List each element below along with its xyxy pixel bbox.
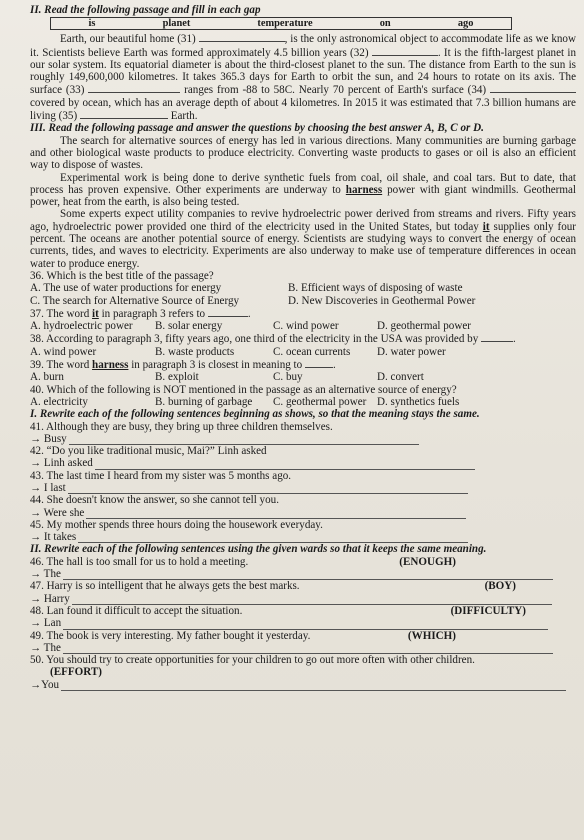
option[interactable]: B. solar energy (155, 320, 223, 333)
given-words-section-title: II. Rewrite each of the following sentences using the given wards so that it keeps the same meaning. (30, 543, 487, 556)
question-44: 44. She doesn't know the answer, so she cannot tell you. (30, 494, 279, 507)
given-word: (WHICH) (407, 629, 456, 642)
answer-line-43[interactable]: → I last (30, 482, 576, 494)
gap-34[interactable] (490, 83, 576, 93)
given-word: (DIFFICULTY) (450, 604, 526, 617)
passage-earth: Earth, our beautiful home (31) , is the only astronomical object to accommodate life as we know it. Scientists believe Earth was formed approximately 4.5 billion years (32) . It is the fifth-largest planet in our solar system. Its equatorial diameter is about the third-closest planet to the sun. The distance from Earth to the sun is roughly 149,600,000 kilometres. It takes 365.3 days for Earth to orbit the sun, and 24 hours to rotate on its axis. The surface (33) ranges from -88 to 58C. Nearly 70 percent of Earth's surface (34) covered by ocean, which has an average depth of about 4 kilometres. In 2015 it was estimated that 7.3 billion humans are living (35) Earth. (30, 33, 577, 123)
question-37-options (30, 320, 576, 332)
option[interactable]: B. exploit (155, 371, 199, 384)
word-box-item: on (379, 18, 391, 30)
answer-line-47[interactable]: → Harry (30, 593, 576, 605)
word-box-item: ago (457, 18, 474, 30)
option[interactable]: A. hydroelectric power (30, 320, 133, 333)
word-box (50, 17, 512, 30)
question-37: 37. The word it in paragraph 3 refers to . (30, 307, 251, 320)
question-49: 49. The book is very interesting. My father bought it yesterday. (WHICH) (30, 629, 456, 642)
question-45: 45. My mother spends three hours doing the housework everyday. (30, 518, 323, 531)
question-43: 43. The last time I heard from my sister was 5 months ago. (30, 469, 292, 482)
gap-33[interactable] (88, 83, 180, 93)
keyword-it: it (482, 220, 490, 233)
question-48: 48. Lan found it difficult to accept the situation. (DIFFICULTY) (30, 604, 526, 617)
answer-line-49[interactable]: → The (30, 642, 576, 654)
question-46: 46. The hall is too small for us to hold a meeting. (ENOUGH) (30, 555, 456, 568)
question-47: 47. Harry is so intelligent that he always gets the best marks. (BOY) (30, 580, 516, 593)
question-38-options (30, 346, 576, 358)
answer-blank-39[interactable] (305, 358, 333, 368)
option[interactable]: B. burning of garbage (155, 395, 253, 408)
question-41: 41. Although they are busy, they bring up three children themselves. (30, 420, 333, 433)
word-box-item: temperature (257, 18, 313, 30)
option[interactable]: B. waste products (155, 345, 235, 358)
paragraph-1: The search for alternative sources of energy has led in various directions. Many communities are burning garbage and other biological waste products to produce electricity. Converting waste products to gases or oil is also an efficient way to dispose of wastes. (30, 134, 576, 172)
answer-blank-38[interactable] (481, 332, 513, 342)
given-word-50: (EFFORT) (50, 666, 102, 679)
question-39-options (30, 371, 576, 383)
question-38: 38. According to paragraph 3, fifty years ago, one third of the electricity in the USA was provided by . (30, 333, 516, 346)
keyword-harness: harness (345, 183, 383, 196)
word-box-item: planet (162, 18, 191, 30)
option[interactable]: B. Efficient ways of disposing of waste (288, 282, 463, 295)
paragraph-3: Some experts expect utility companies to revive hydroelectric power derived from streams and rivers. Fifty years ago, hydroelectric power provided one third of the electricity used in the United States, but today it supplies only four percent. The oceans are another potential source of energy. Scientists are studying ways to convert the energy of ocean currents, tides, and waves to electricity. Experiments are also underway to make use of temperature differences in ocean water to produce energy. (30, 208, 576, 270)
gap-32[interactable] (372, 46, 438, 56)
option[interactable]: A. The use of water productions for energy (30, 282, 222, 295)
word-box-item: is (88, 18, 96, 30)
question-36: 36. Which is the best title of the passage? (30, 269, 214, 282)
answer-line-45[interactable]: → It takes (30, 531, 576, 543)
given-word: (BOY) (484, 580, 516, 593)
option[interactable]: D. New Discoveries in Geothermal Power (288, 294, 476, 307)
option[interactable]: A. electricity (30, 395, 88, 408)
option[interactable]: D. water power (377, 345, 446, 358)
answer-line-44[interactable]: → Were she (30, 507, 576, 519)
option[interactable]: A. wind power (30, 345, 97, 358)
question-40: 40. Which of the following is NOT mentioned in the passage as an alternative source of energy? (30, 383, 457, 396)
question-36-options (30, 282, 576, 307)
answer-line-42[interactable]: → Linh asked (30, 457, 576, 469)
question-39: 39. The word harness in paragraph 3 is closest in meaning to . (30, 359, 336, 372)
option[interactable]: A. burn (30, 371, 64, 384)
gap-31[interactable] (199, 32, 285, 42)
option[interactable]: C. wind power (273, 320, 339, 333)
question-50: 50. You should try to create opportunities for your children to go out more often with other children. (30, 654, 475, 667)
paragraph-2: Experimental work is being done to derive synthetic fuels from coal, oil shale, and coal tars. But to date, that process has proven expensive. Other experiments are underway to harness power with giant windmills. Geothermal power, heat from the earth, is also being tested. (30, 171, 576, 209)
question-40-options (30, 396, 576, 408)
option[interactable]: C. buy (273, 371, 303, 384)
gap-35[interactable] (80, 109, 168, 119)
answer-blank-37[interactable] (208, 307, 248, 317)
answer-line-50[interactable]: →You (30, 679, 576, 691)
option[interactable]: D. synthetics fuels (377, 395, 460, 408)
option[interactable]: C. The search for Alternative Source of Energy (30, 294, 240, 307)
rewrite-section-title: I. Rewrite each of the following sentences beginning as shows, so that the meaning stays the same. (30, 408, 480, 421)
question-42: 42. “Do you like traditional music, Mai?” Linh asked (30, 445, 267, 458)
option[interactable]: C. ocean currents (273, 345, 351, 358)
answer-line-41[interactable]: → Busy (30, 433, 576, 445)
option[interactable]: D. convert (377, 371, 424, 384)
section-3-title: III. Read the following passage and answer the questions by choosing the best answer A, B, C or D. (30, 122, 484, 135)
section-2-title: II. Read the following passage and fill in each gap (30, 4, 261, 16)
option[interactable]: D. geothermal power (377, 320, 471, 333)
answer-line-48[interactable]: → Lan (30, 617, 576, 629)
given-word: (ENOUGH) (399, 555, 456, 568)
answer-line-46[interactable]: → The (30, 568, 576, 580)
option[interactable]: C. geothermal power (273, 395, 367, 408)
